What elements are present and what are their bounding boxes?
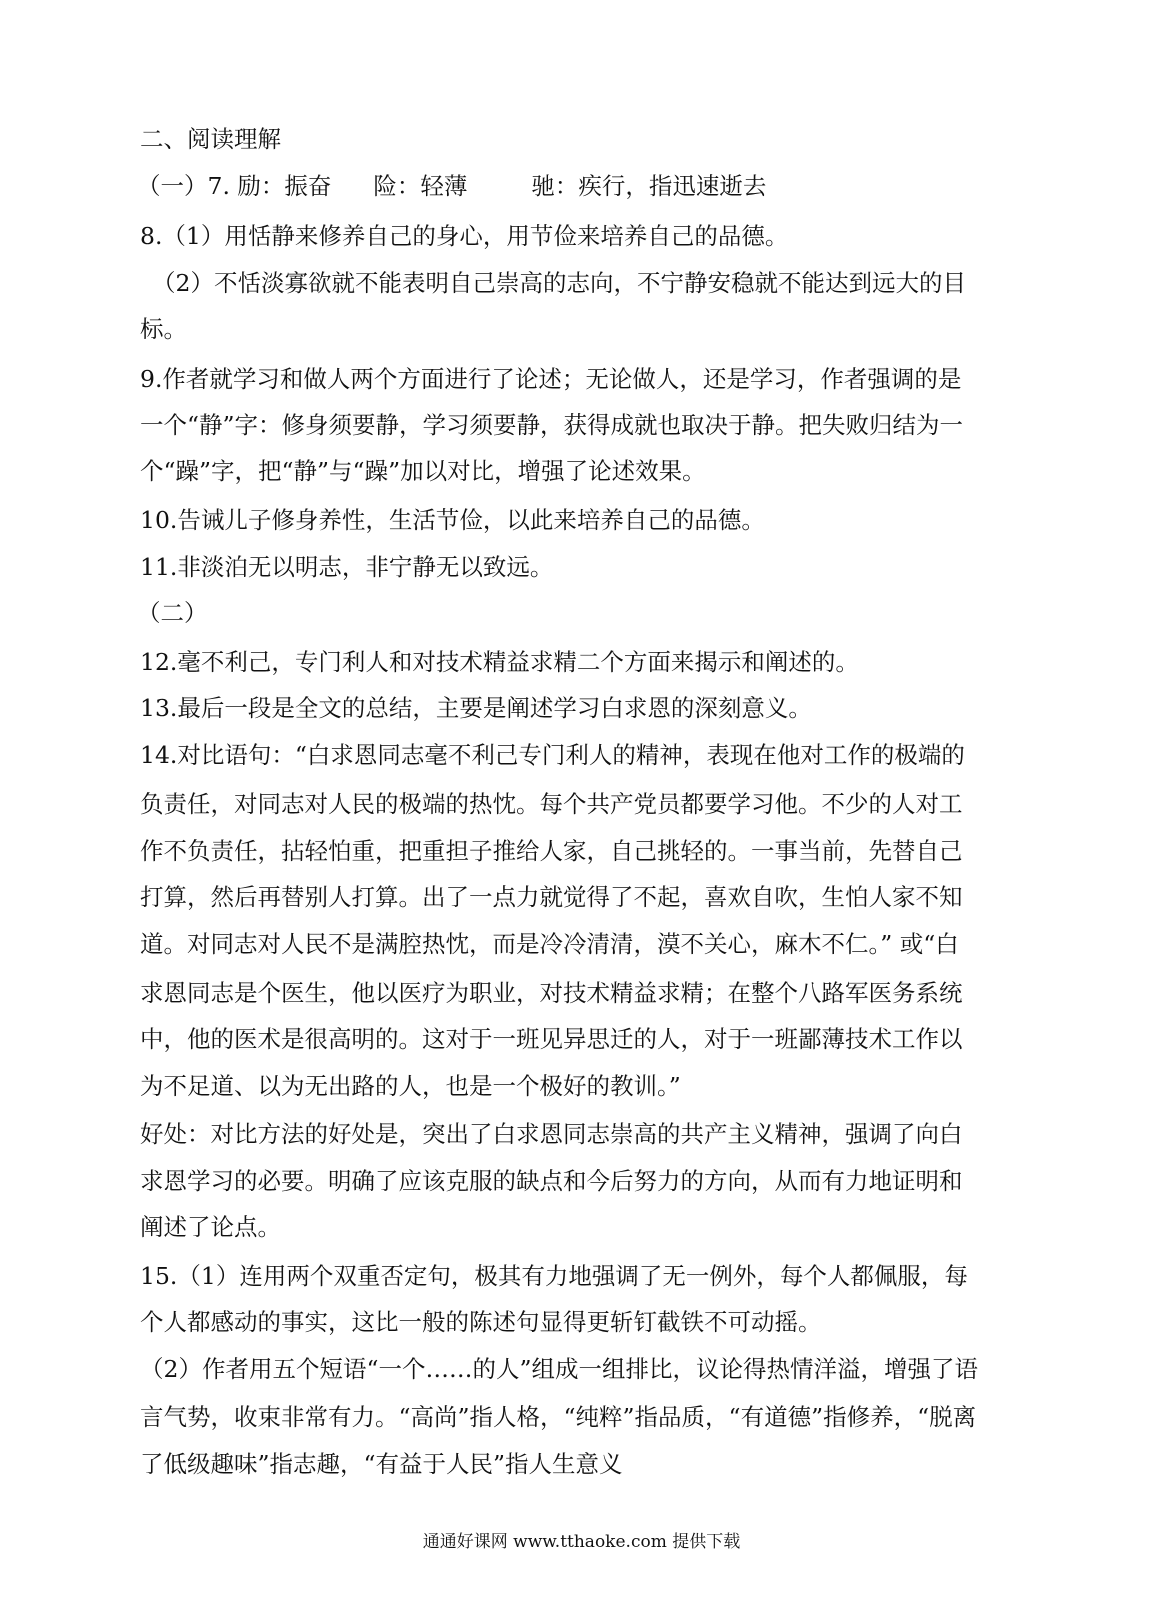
q14-line-6: 求恩同志是个医生，他以医疗为职业，对技术精益求精；在整个八路军医务系统 [140, 979, 963, 1007]
q11-answer: 11.非淡泊无以明志，非宁静无以致远。 [140, 553, 554, 581]
q7-part-c: 驰：疾行，指迅速逝去 [531, 172, 767, 200]
benefit-line-2: 求恩学习的必要。明确了应该克服的缺点和今后努力的方向，从而有力地证明和 [140, 1167, 963, 1195]
q7-part-b: 险：轻薄 [373, 172, 468, 200]
q9-line-2: 一个“静”字：修身须要静，学习须要静，获得成就也取决于静。把失败归结为一 [140, 411, 964, 439]
benefit-line-3: 阐述了论点。 [140, 1213, 281, 1241]
benefit-line-1: 好处：对比方法的好处是，突出了白求恩同志崇高的共产主义精神，强调了向白 [140, 1120, 963, 1148]
q14-line-1: 14.对比语句：“白求恩同志毫不利己专门利人的精神，表现在他对工作的极端的 [140, 741, 965, 769]
part-2-heading: （二） [137, 599, 208, 627]
q14-line-7: 中，他的医术是很高明的。这对于一班见异思迁的人，对于一班鄙薄技术工作以 [140, 1025, 963, 1053]
q15-line-1: 15.（1）连用两个双重否定句，极其有力地强调了无一例外，每个人都佩服，每 [140, 1262, 968, 1290]
q8-answer-1: 8.（1）用恬静来修养自己的身心，用节俭来培养自己的品德。 [140, 222, 789, 250]
section-title: 二、阅读理解 [140, 125, 281, 153]
q10-answer: 10.告诫儿子修身养性，生活节俭，以此来培养自己的品德。 [140, 506, 765, 534]
q7-line [137, 171, 997, 201]
q15-line-2: 个人都感动的事实，这比一般的陈述句显得更斩钉截铁不可动摇。 [140, 1308, 822, 1336]
q14-line-3: 作不负责任，拈轻怕重，把重担子推给人家，自己挑轻的。一事当前，先替自己 [140, 837, 963, 865]
q13-answer: 13.最后一段是全文的总结，主要是阐述学习白求恩的深刻意义。 [140, 694, 812, 722]
q15-line-3: （2）作者用五个短语“一个……的人”组成一组排比，议论得热情洋溢，增强了语 [140, 1355, 978, 1383]
q14-line-5: 道。对同志对人民不是满腔热忱，而是冷冷清清，漠不关心，麻木不仁。” 或“白 [140, 930, 959, 958]
page-footer: 通通好课网 www.tthaoke.com 提供下载 [422, 1532, 741, 1552]
q15-line-4: 言气势，收束非常有力。“高尚”指人格，“纯粹”指品质，“有道德”指修养，“脱离 [140, 1403, 977, 1431]
q14-line-8: 为不足道、以为无出路的人，也是一个极好的教训。” [140, 1072, 681, 1100]
q8-answer-2-line2: 标。 [140, 315, 187, 343]
q14-line-2: 负责任，对同志对人民的极端的热忱。每个共产党员都要学习他。不少的人对工 [140, 790, 963, 818]
q9-line-3: 个“躁”字，把“静”与“躁”加以对比，增强了论述效果。 [140, 457, 706, 485]
q15-line-5: 了低级趣味”指志趣，“有益于人民”指人生意义 [140, 1450, 623, 1478]
q9-line-1: 9.作者就学习和做人两个方面进行了论述；无论做人，还是学习，作者强调的是 [140, 365, 962, 393]
q12-answer: 12.毫不利己，专门利人和对技术精益求精二个方面来揭示和阐述的。 [140, 648, 859, 676]
q7-part-a: （一）7. 励：振奋 [137, 172, 332, 200]
q8-answer-2-line1: （2）不恬淡寡欲就不能表明自己崇高的志向，不宁静安稳就不能达到远大的目 [152, 269, 966, 297]
q14-line-4: 打算，然后再替别人打算。出了一点力就觉得了不起，喜欢自吹，生怕人家不知 [140, 883, 963, 911]
